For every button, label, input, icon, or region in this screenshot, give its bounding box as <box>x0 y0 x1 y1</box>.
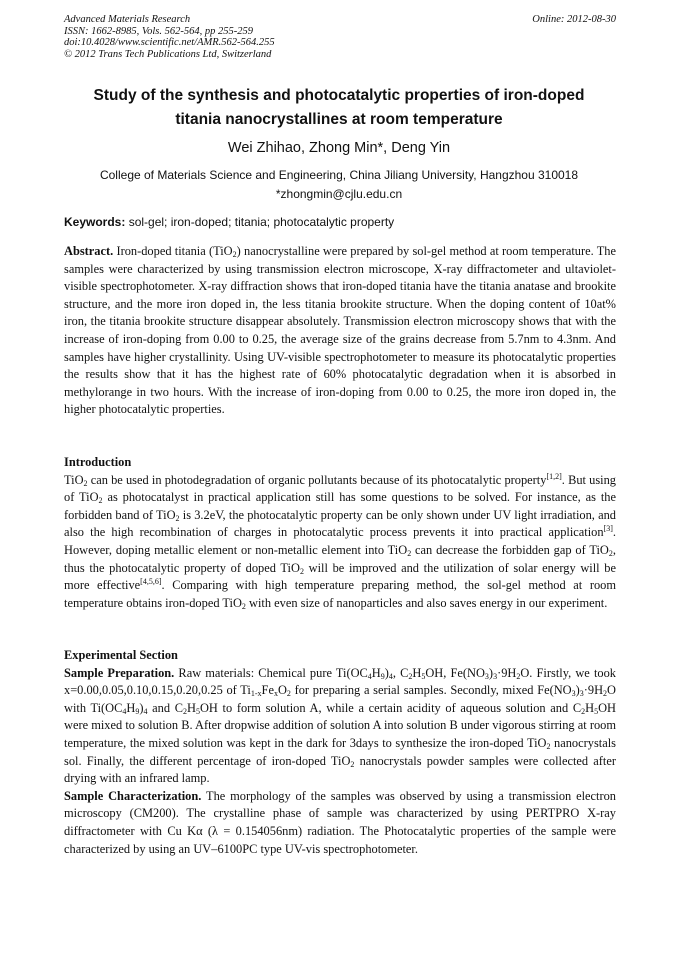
journal-copyright: © 2012 Trans Tech Publications Ltd, Switzerland <box>64 48 272 60</box>
subscript: 2 <box>286 689 291 699</box>
subscript: 3 <box>484 671 489 681</box>
exp-text: Raw materials: Chemical pure Ti(OC <box>174 665 368 680</box>
citation[interactable]: [4,5,6] <box>140 577 162 587</box>
exp-text: ) <box>488 665 494 680</box>
intro-text: with even size of nanoparticles and also saves energy in our experiment. <box>245 595 608 610</box>
subscript: 2 <box>183 706 188 716</box>
subscript: 2 <box>408 671 413 681</box>
exp-text: H <box>371 665 381 680</box>
subscript: 3 <box>571 689 576 699</box>
intro-text: . However, doping metallic element or non-metallic element into TiO <box>64 525 616 557</box>
abstract-text: Iron-doped titania (TiO <box>113 244 233 258</box>
subscript: 2 <box>603 689 608 699</box>
keywords-text: sol-gel; iron-doped; titania; photocatalytic property <box>125 215 395 229</box>
subscript: 2 <box>350 759 355 769</box>
subscript: 2 <box>581 706 586 716</box>
exp-text: ) <box>384 665 389 680</box>
intro-text: can be used in photodegradation of organic pollutants because of its photocatalytic property <box>87 472 547 487</box>
exp-text: , C <box>392 665 409 680</box>
corresponding-email[interactable]: *zhongmin@cjlu.edu.cn <box>275 187 403 201</box>
exp-text: ·9H <box>497 665 517 680</box>
subscript: 5 <box>421 671 426 681</box>
subscript: 2 <box>175 513 180 523</box>
citation[interactable]: [3] <box>603 524 613 534</box>
intro-text: will be improved and the utilization of solar energy will be more effective <box>64 560 616 593</box>
paper-title-line-1: Study of the synthesis and photocatalytic properties of iron-doped <box>93 87 585 104</box>
intro-text: , thus the photocatalytic property of doped TiO <box>64 542 616 575</box>
exp-text: nanocrystals powder samples were collected after drying with an infrared lamp. <box>64 753 616 786</box>
exp-text: O. Firstly, we took x=0.00,0.05,0.10,0.15,0.20,0.25 of Ti <box>64 665 616 698</box>
subscript: 2 <box>407 548 412 558</box>
exp-text: O <box>277 683 287 698</box>
subscript: 2 <box>232 250 237 259</box>
journal-header <box>64 14 616 60</box>
subscript: 4 <box>367 671 372 681</box>
sample-preparation-label: Sample Preparation. <box>64 665 175 680</box>
subscript: 1-x <box>250 689 262 699</box>
exp-text: H <box>412 665 422 680</box>
subscript: 2 <box>241 601 246 611</box>
subscript: 3 <box>579 689 584 699</box>
exp-text: The morphology of the samples was observed by using a transmission electron microscopy (CM200). The crystalline phase of sample was characterized by using PERTPRO X-ray diffractometer with Cu Kα (λ = 0.154056nm) radiation. The Photocatalytic properties of the sample were characterized by using an UV–6100PC type UV-vis spectrophotometer. <box>64 788 616 856</box>
keywords-label: Keywords: <box>64 215 126 229</box>
experimental-heading: Experimental Section <box>64 648 178 662</box>
affiliation-block <box>60 166 618 204</box>
intro-text: as photocatalyst in practical application still has some questions to be solved. For instance, as the forbidden band of TiO <box>64 490 616 522</box>
introduction-heading: Introduction <box>64 455 132 469</box>
subscript: 2 <box>608 548 613 558</box>
subscript: 2 <box>83 478 88 488</box>
exp-text: H <box>126 700 136 715</box>
introduction-section <box>64 454 616 612</box>
exp-text: ) <box>575 683 580 698</box>
exp-text: nanocrystals sol. Finally, the different percentage of iron-doped TiO <box>64 735 616 768</box>
intro-text: . But using of TiO <box>64 472 617 505</box>
subscript: 2 <box>546 741 551 751</box>
citation[interactable]: [1,2] <box>546 471 562 481</box>
journal-name: Advanced Materials Research <box>64 14 191 25</box>
subscript: 2 <box>299 566 304 576</box>
exp-text: for preparing a serial samples. Secondly, mixed Fe(NO <box>290 683 572 698</box>
abstract-paragraph <box>64 243 616 419</box>
subscript: 4 <box>143 706 148 716</box>
sample-characterization-paragraph <box>64 788 616 858</box>
exp-text: H <box>585 700 595 715</box>
exp-text: OH to form solution A, while a certain acidity of aqueous solution and C <box>199 700 582 715</box>
journal-doi[interactable]: doi:10.4028/www.scientific.net/AMR.562-564.255 <box>64 37 275 48</box>
abstract-text: ) nanocrystalline were prepared by sol-gel method at room temperature. The samples were characterized by using transmission electron microscope, X-ray diffractometer and ultaviolet-visible spectrophotometer. X-ray diffraction shows that iron-doped titania have the titania anatase and brookite structure, and the more iron doped in, the less titania brookite structure. When the doping content of 10at% iron, the titania brookite structure disappear absolutely. Transmission electron microscopy shows that with the increase of iron-doping from 0.00 to 0.25, the average size of the grains decrease from 5.7nm to 4.3nm. And samples have higher crystallinity. Using UV-visible spectrophotometer to measure its photocatalytic properties the results show that it has the highest rate of 60% photocatalytic degradation when it is absorbed in methylorange in two hours. With the increase of iron-doping from 0.00 to 0.25, the more iron doped in, the higher photocatalytic properties. <box>64 244 616 417</box>
subscript: 9 <box>135 706 140 716</box>
affiliation: College of Materials Science and Engineering, China Jiliang University, Hangzhou 310018 <box>99 168 579 182</box>
subscript: 3 <box>493 671 498 681</box>
subscript: 5 <box>594 706 599 716</box>
abstract-label: Abstract. <box>64 244 114 258</box>
subscript: 9 <box>380 671 385 681</box>
paper-title <box>60 84 618 132</box>
subscript: x <box>273 689 278 699</box>
exp-text: ) <box>139 700 144 715</box>
sample-characterization-label: Sample Characterization. <box>64 788 202 803</box>
subscript: 5 <box>195 706 200 716</box>
intro-text: . Comparing with high temperature preparing method, the sol-gel method at room temperature obtains iron-doped TiO <box>64 578 616 610</box>
exp-text: H <box>187 700 196 715</box>
intro-text: is 3.2eV, the photocatalytic property can be only shown under UV light irradiation, and also the high recombination of charges in photocatalytic process prevents it into practical application <box>64 507 617 540</box>
exp-text: Fe <box>261 683 274 698</box>
intro-text: TiO <box>64 472 84 487</box>
subscript: 4 <box>122 706 127 716</box>
journal-issn: ISSN: 1662-8985, Vols. 562-564, pp 255-259 <box>64 25 253 37</box>
paper-title-line-2: titania nanocrystallines at room temperature <box>175 111 503 128</box>
exp-text: ·9H <box>583 683 604 698</box>
exp-text: OH, Fe(NO <box>425 665 485 680</box>
introduction-paragraph <box>64 472 616 613</box>
subscript: 2 <box>516 671 521 681</box>
exp-text: and C <box>147 700 184 715</box>
experimental-section <box>64 647 616 858</box>
subscript: 2 <box>98 496 103 506</box>
exp-text: OH were mixed to solution B. After dropwise addition of solution A into solution B under vigorous stirring at room temperature, the mixed solution was kept in the dark for 3days to synthesize the iron-doped TiO <box>64 700 616 750</box>
online-date: Online: 2012-08-30 <box>532 14 616 25</box>
abstract <box>64 243 616 419</box>
exp-text: O with Ti(OC <box>64 683 616 715</box>
intro-text: can decrease the forbidden gap of TiO <box>411 542 609 557</box>
authors: Wei Zhihao, Zhong Min*, Deng Yin <box>227 140 451 156</box>
subscript: 4 <box>388 671 393 681</box>
keywords <box>64 214 616 230</box>
sample-preparation-paragraph <box>64 665 616 788</box>
